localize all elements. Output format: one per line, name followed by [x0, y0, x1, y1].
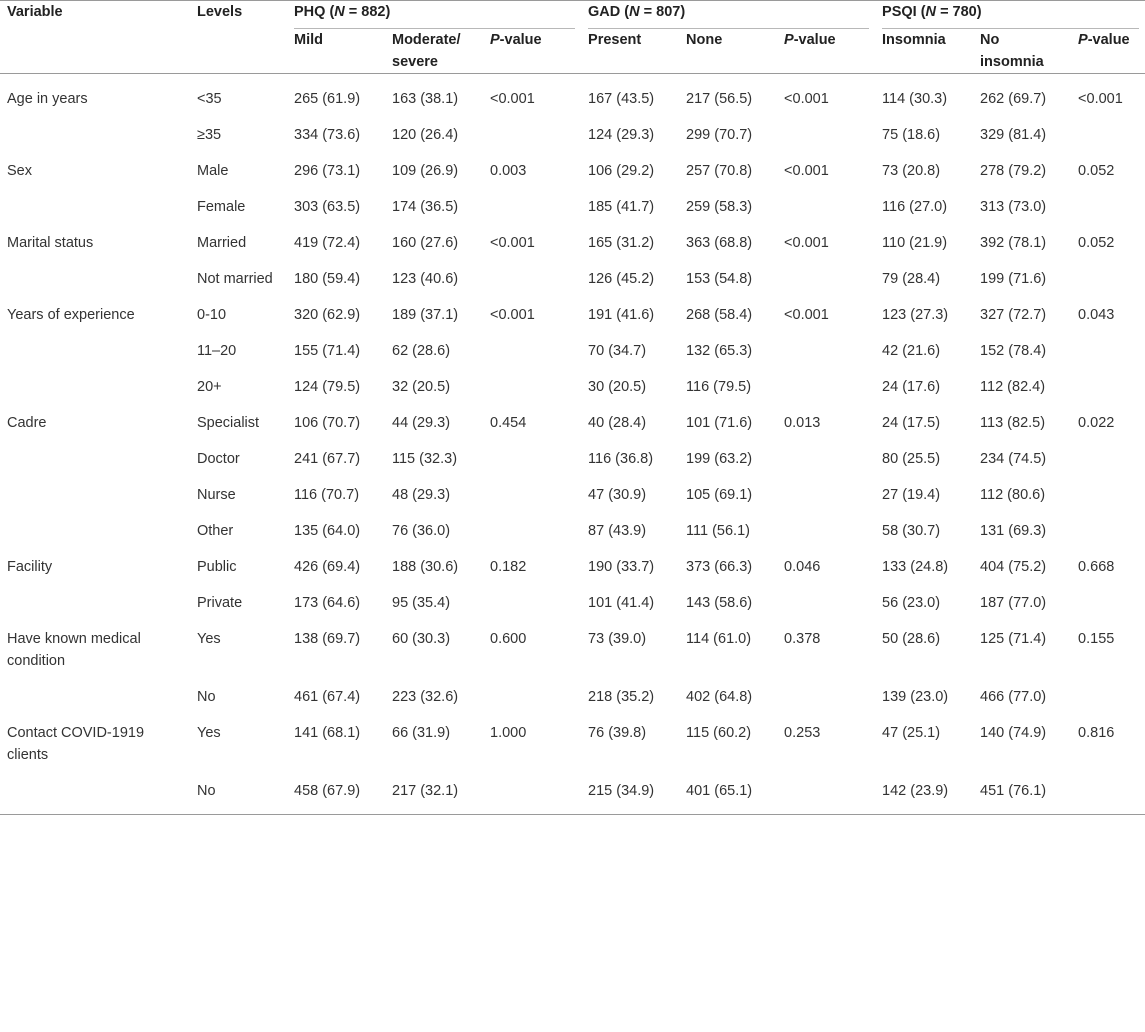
cell-value: 139 (23.0): [882, 689, 949, 705]
table-row: [0, 402, 1145, 438]
cell-value: [1071, 582, 1145, 618]
cell-value: [483, 114, 581, 150]
cell-value: 217 (56.5): [686, 91, 753, 107]
subheader-p-value: P-value: [784, 32, 836, 48]
cell-value: 140 (74.9): [980, 725, 1047, 741]
cell-variable: [0, 582, 190, 618]
cell-value: 217 (32.1): [385, 770, 483, 815]
cell-value: 190 (33.7): [588, 559, 655, 575]
cell-value: 0.253: [784, 725, 821, 741]
cell-value: 138 (69.7): [294, 631, 361, 647]
cell-variable: [0, 770, 190, 815]
cell-value: 0.454: [490, 415, 527, 431]
cell-value: 47 (25.1): [882, 725, 941, 741]
cell-value: 143 (58.6): [686, 595, 753, 611]
cell-value: [777, 770, 875, 815]
cell-value: [777, 330, 875, 366]
cell-value: 191 (41.6): [588, 307, 655, 323]
cell-value: 296 (73.1): [294, 163, 361, 179]
cell-value: 32 (20.5): [392, 379, 451, 395]
cell-value: 0.052: [1078, 235, 1115, 251]
cell-value: 363 (68.8): [686, 235, 753, 251]
cell-value: 188 (30.6): [392, 559, 459, 575]
cell-variable: Marital status: [7, 235, 94, 251]
cell-value: 135 (64.0): [294, 523, 361, 539]
cell-level: 0-10: [197, 307, 227, 323]
cell-value: 0.668: [1078, 559, 1115, 575]
cell-value: 114 (30.3): [882, 91, 948, 107]
table-row: [0, 474, 1145, 510]
cell-value: [1071, 114, 1145, 150]
table-row: [0, 438, 1145, 474]
cell-value: [777, 438, 875, 474]
cell-value: [483, 438, 581, 474]
cell-value: 155 (71.4): [294, 343, 361, 359]
cell-value: 0.022: [1078, 415, 1115, 431]
cell-value: 466 (77.0): [980, 689, 1047, 705]
cell-value: [483, 510, 581, 546]
cell-variable: [0, 258, 190, 294]
cell-value: 174 (36.5): [392, 199, 459, 215]
cell-value: 112 (82.4): [980, 379, 1046, 395]
table-row: [0, 294, 1145, 330]
cell-level: Public: [197, 559, 237, 575]
cell-value: 0.043: [1078, 307, 1115, 323]
cell-level: 20+: [197, 379, 222, 395]
table-row: [0, 330, 1145, 366]
cell-value: 0.155: [1078, 631, 1115, 647]
cell-value: [1071, 258, 1145, 294]
subheader-p-value: P-value: [490, 32, 542, 48]
cell-value: [777, 582, 875, 618]
table-row: [0, 258, 1145, 294]
cell-value: 0.003: [490, 163, 527, 179]
subheader-p-value: P-value: [1078, 32, 1130, 48]
table-row: [0, 676, 1145, 712]
cell-variable: Contact COVID-1919 clients: [7, 725, 145, 763]
cell-value: 114 (61.0): [686, 631, 752, 647]
cell-value: 142 (23.9): [875, 770, 973, 815]
cell-value: [777, 676, 875, 712]
cell-level: Not married: [197, 271, 273, 287]
header-sub-row: [0, 29, 1145, 74]
cell-value: 218 (35.2): [588, 689, 655, 705]
cell-value: 112 (80.6): [980, 487, 1046, 503]
cell-value: 115 (32.3): [392, 451, 458, 467]
cell-value: 451 (76.1): [973, 770, 1071, 815]
cell-value: [483, 474, 581, 510]
cell-value: 87 (43.9): [588, 523, 647, 539]
cell-value: 50 (28.6): [882, 631, 941, 647]
cell-value: 124 (29.3): [588, 127, 655, 143]
cell-value: 0.013: [784, 415, 821, 431]
cell-value: 109 (26.9): [392, 163, 459, 179]
cell-value: [1071, 770, 1145, 815]
table-row: [0, 618, 1145, 676]
cell-value: [483, 258, 581, 294]
cell-value: 47 (30.9): [588, 487, 647, 503]
cell-value: 73 (39.0): [588, 631, 647, 647]
cell-value: 132 (65.3): [686, 343, 753, 359]
cell-value: [1071, 676, 1145, 712]
cell-value: 76 (36.0): [392, 523, 451, 539]
cell-value: [483, 186, 581, 222]
cell-value: 458 (67.9): [287, 770, 385, 815]
cell-value: [483, 330, 581, 366]
cell-value: 262 (69.7): [980, 91, 1047, 107]
cell-value: 24 (17.5): [882, 415, 941, 431]
cell-level: Yes: [197, 725, 221, 741]
subheader-insomnia: Insomnia: [882, 32, 946, 48]
cell-value: [777, 510, 875, 546]
cell-value: <0.001: [784, 91, 829, 107]
cell-value: 131 (69.3): [980, 523, 1047, 539]
cell-variable: Sex: [7, 163, 32, 179]
cell-value: <0.001: [784, 307, 829, 323]
cell-value: 1.000: [490, 725, 527, 741]
cell-value: 0.052: [1078, 163, 1115, 179]
table-row: [0, 150, 1145, 186]
cell-value: 80 (25.5): [882, 451, 941, 467]
cell-value: 241 (67.7): [294, 451, 361, 467]
table-row: [0, 546, 1145, 582]
table-row: [0, 74, 1145, 115]
cell-value: [1071, 510, 1145, 546]
cell-variable: [0, 114, 190, 150]
cell-value: 62 (28.6): [392, 343, 451, 359]
cell-value: 329 (81.4): [980, 127, 1047, 143]
cell-value: 106 (29.2): [588, 163, 655, 179]
cell-value: 167 (43.5): [588, 91, 655, 107]
header-variable: Variable: [0, 1, 190, 30]
cell-value: 70 (34.7): [588, 343, 647, 359]
cell-variable: [0, 474, 190, 510]
cell-level: No: [190, 770, 287, 815]
table-row: [0, 510, 1145, 546]
header-group-phq: PHQ (N = 882): [287, 1, 581, 30]
cell-level: Private: [197, 595, 243, 611]
cell-value: 56 (23.0): [882, 595, 941, 611]
cell-value: 160 (27.6): [392, 235, 459, 251]
cell-level: Doctor: [197, 451, 240, 467]
cell-variable: Years of experience: [7, 307, 135, 323]
cell-value: 106 (70.7): [294, 415, 361, 431]
cell-value: 461 (67.4): [294, 689, 361, 705]
cell-value: 334 (73.6): [294, 127, 361, 143]
cell-value: [483, 676, 581, 712]
cell-variable: Cadre: [7, 415, 47, 431]
table-row: [0, 712, 1145, 770]
subheader-present: Present: [588, 32, 642, 48]
cell-value: 199 (63.2): [686, 451, 753, 467]
cell-value: 60 (30.3): [392, 631, 451, 647]
cell-value: 426 (69.4): [294, 559, 361, 575]
table-row: [0, 582, 1145, 618]
cell-value: 66 (31.9): [392, 725, 451, 741]
cell-value: <0.001: [490, 235, 535, 251]
cell-value: 95 (35.4): [392, 595, 451, 611]
cell-value: 0.378: [784, 631, 821, 647]
cell-value: 73 (20.8): [882, 163, 941, 179]
cell-value: 299 (70.7): [686, 127, 753, 143]
table-row: [0, 186, 1145, 222]
cell-variable: [0, 330, 190, 366]
cell-value: 126 (45.2): [588, 271, 655, 287]
header-group-psqi: PSQI (N = 780): [875, 1, 1145, 30]
cell-value: 105 (69.1): [686, 487, 753, 503]
cell-value: 48 (29.3): [392, 487, 451, 503]
cell-value: 0.046: [784, 559, 821, 575]
cell-value: 40 (28.4): [588, 415, 647, 431]
table-row: [0, 366, 1145, 402]
cell-variable: [0, 510, 190, 546]
cell-value: [483, 582, 581, 618]
cell-value: 30 (20.5): [588, 379, 647, 395]
cell-value: 402 (64.8): [686, 689, 753, 705]
cell-value: 259 (58.3): [686, 199, 753, 215]
cell-value: [1071, 366, 1145, 402]
cell-value: 125 (71.4): [980, 631, 1047, 647]
cell-value: 392 (78.1): [980, 235, 1047, 251]
cell-value: 0.600: [490, 631, 527, 647]
header-levels: Levels: [190, 1, 287, 30]
cell-value: 401 (65.1): [679, 770, 777, 815]
cell-value: 120 (26.4): [392, 127, 459, 143]
cell-value: 419 (72.4): [294, 235, 361, 251]
cell-variable: Facility: [7, 559, 53, 575]
cell-value: 234 (74.5): [980, 451, 1047, 467]
cell-value: [777, 186, 875, 222]
cell-level: ≥35: [197, 127, 222, 143]
cell-value: 75 (18.6): [882, 127, 941, 143]
cell-value: 185 (41.7): [588, 199, 655, 215]
cell-value: 111 (56.1): [686, 523, 750, 539]
cell-value: [483, 770, 581, 815]
cell-value: 199 (71.6): [980, 271, 1047, 287]
cell-value: 0.816: [1078, 725, 1115, 741]
cell-variable: Age in years: [7, 91, 88, 107]
cell-value: 215 (34.9): [581, 770, 679, 815]
cell-value: 163 (38.1): [392, 91, 459, 107]
cell-value: 257 (70.8): [686, 163, 753, 179]
subheader-no-insomnia: No insomnia: [980, 32, 1044, 70]
cell-level: Specialist: [197, 415, 260, 431]
cell-value: <0.001: [490, 91, 535, 107]
cell-level: Other: [197, 523, 234, 539]
cell-value: 110 (21.9): [882, 235, 948, 251]
cell-value: 101 (71.6): [686, 415, 753, 431]
cell-value: 313 (73.0): [980, 199, 1047, 215]
cell-value: 153 (54.8): [686, 271, 753, 287]
cell-value: 152 (78.4): [980, 343, 1047, 359]
cell-value: <0.001: [784, 163, 829, 179]
cell-value: 113 (82.5): [980, 415, 1046, 431]
cell-value: 123 (27.3): [882, 307, 949, 323]
cell-value: [1071, 438, 1145, 474]
table-body: [0, 74, 1145, 815]
cell-value: 0.182: [490, 559, 527, 575]
cell-variable: [0, 676, 190, 712]
cell-variable: Have known medical condition: [7, 631, 141, 669]
cell-value: 265 (61.9): [294, 91, 361, 107]
table-row: [0, 114, 1145, 150]
cell-value: [1071, 330, 1145, 366]
cell-level: 11–20: [197, 343, 237, 359]
cell-value: [1071, 474, 1145, 510]
cell-value: [777, 366, 875, 402]
cell-value: 373 (66.3): [686, 559, 753, 575]
cell-value: 116 (27.0): [882, 199, 948, 215]
cell-value: 24 (17.6): [882, 379, 941, 395]
cell-value: 116 (70.7): [294, 487, 360, 503]
cell-value: 268 (58.4): [686, 307, 753, 323]
cell-value: <0.001: [490, 307, 535, 323]
cell-value: 303 (63.5): [294, 199, 361, 215]
cell-level: Female: [197, 199, 246, 215]
cell-value: 123 (40.6): [392, 271, 459, 287]
cell-value: 278 (79.2): [980, 163, 1047, 179]
cell-value: 116 (36.8): [588, 451, 654, 467]
cell-value: 115 (60.2): [686, 725, 752, 741]
cell-value: 133 (24.8): [882, 559, 949, 575]
cell-value: 116 (79.5): [686, 379, 752, 395]
cell-variable: [0, 438, 190, 474]
subheader-mild: Mild: [294, 32, 323, 48]
cell-value: 223 (32.6): [392, 689, 459, 705]
cell-value: <0.001: [784, 235, 829, 251]
cell-level: Male: [197, 163, 229, 179]
subheader-none: None: [686, 32, 723, 48]
header-group-gad: GAD (N = 807): [581, 1, 875, 30]
header-group-row: [0, 1, 1145, 30]
cell-value: 320 (62.9): [294, 307, 361, 323]
cell-value: [777, 114, 875, 150]
cell-value: 79 (28.4): [882, 271, 941, 287]
cell-value: 187 (77.0): [980, 595, 1047, 611]
cell-value: <0.001: [1078, 91, 1123, 107]
cell-level: Married: [197, 235, 247, 251]
cell-value: 165 (31.2): [588, 235, 655, 251]
cell-level: <35: [197, 91, 222, 107]
cell-value: 76 (39.8): [588, 725, 647, 741]
cell-variable: [0, 366, 190, 402]
cell-value: [1071, 186, 1145, 222]
cell-value: 404 (75.2): [980, 559, 1047, 575]
cell-value: 27 (19.4): [882, 487, 941, 503]
cell-value: [483, 366, 581, 402]
subheader-moderate-severe: Moderate/ severe: [392, 32, 461, 70]
cell-value: 180 (59.4): [294, 271, 361, 287]
cell-level: Nurse: [197, 487, 236, 503]
cell-value: 101 (41.4): [588, 595, 655, 611]
cell-value: 124 (79.5): [294, 379, 361, 395]
cell-value: 44 (29.3): [392, 415, 451, 431]
table-row: [0, 770, 1145, 815]
cell-value: 58 (30.7): [882, 523, 941, 539]
cell-variable: [0, 186, 190, 222]
cell-level: No: [197, 689, 216, 705]
cell-value: 42 (21.6): [882, 343, 941, 359]
cell-value: [777, 258, 875, 294]
cell-value: 173 (64.6): [294, 595, 361, 611]
cell-value: 327 (72.7): [980, 307, 1047, 323]
table-row: [0, 222, 1145, 258]
cell-value: [777, 474, 875, 510]
cell-value: 189 (37.1): [392, 307, 459, 323]
cell-value: 141 (68.1): [294, 725, 361, 741]
cell-level: Yes: [197, 631, 221, 647]
